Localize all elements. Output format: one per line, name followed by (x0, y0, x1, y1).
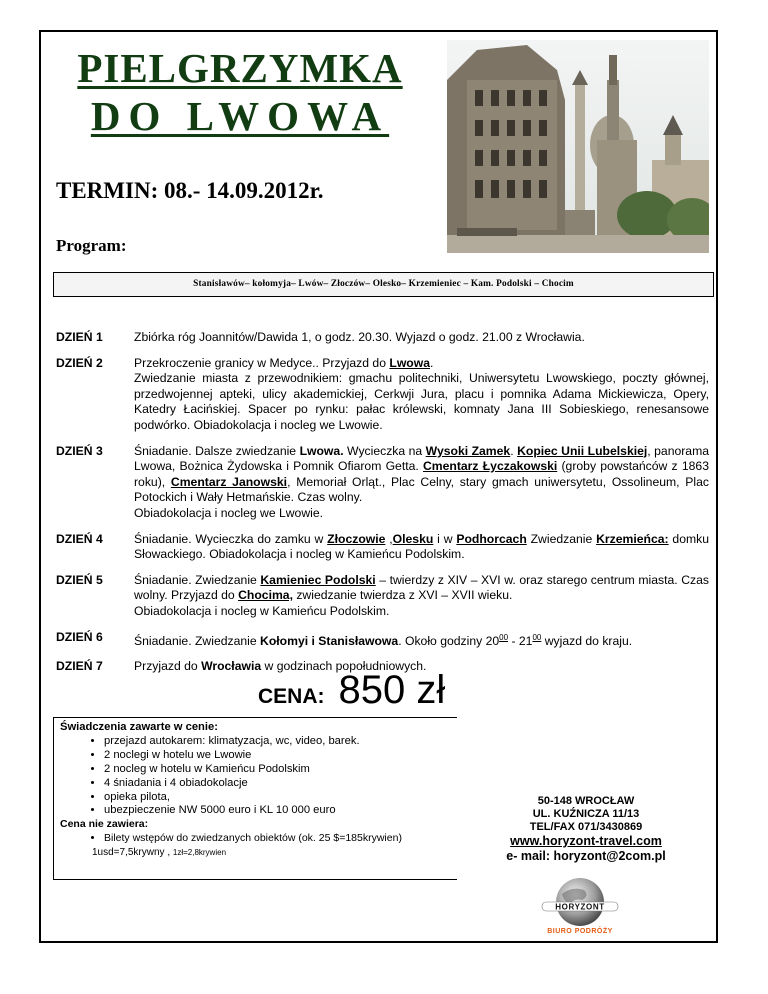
price (258, 668, 445, 713)
included-list (60, 735, 451, 818)
price-label: CENA: (258, 685, 325, 708)
day-text: Śniadanie. Wycieczka do zamku w Złoczowie ,Olesku i w Podhorcach Zwiedzanie Krzemieńca: domku Słowackiego. Obiadokolacja i nocleg w Kamieńcu Podolskim. (134, 531, 710, 562)
day-row (56, 630, 709, 650)
day-label: DZIEŃ 6 (56, 629, 103, 644)
day-label: DZIEŃ 3 (56, 443, 103, 458)
list-item: • przejazd autokarem: klimatyzacja, wc, video, barek. (104, 735, 451, 749)
globe-icon (532, 876, 628, 928)
day-text: Przekroczenie granicy w Medyce.. Przyjazd do Lwowa. Zwiedzanie miasta z przewodnikiem: gmachu politechniki, Uniwersytetu Lwowskiego, poczty głównej, przedwojennej apteki, ulicy akademickiej, Cerkwji Jura, placu i pomnika Adama Mickiewicza, Opery, Katedry Łacińskiej. Spacer po rynku: pałac królewski, komnaty Jana III Sobieskiego, renesansowe podwórko. Obiadokolacja i nocleg we Lwowie. (134, 355, 709, 432)
list-item: • Bilety wstępów do zwiedzanych obiektów (ok. 25 $=185krywien) (104, 832, 451, 846)
day-label: DZIEŃ 2 (56, 355, 103, 370)
day-text: Śniadanie. Zwiedzanie Kołomyi i Stanisławowa. Około godziny $20^{00} - 21^{00}$ wyjazd do kraju. (134, 632, 633, 648)
price-value: 850 zł (338, 668, 446, 712)
day-label: DZIEŃ 1 (56, 330, 103, 344)
website-link[interactable]: www.horyzont-travel.com (510, 834, 662, 848)
day-text: Zbiórka róg Joannitów/Dawida 1, o godz. 20.30. Wyjazd o godz. 21.00 z Wrocławia. (134, 330, 585, 344)
email: e- mail: horyzont@2com.pl (506, 849, 666, 863)
included-services-box (53, 717, 457, 880)
route-banner: Stanisławów– kołomyja– Lwów– Złoczów– Olesko– Krzemieniec – Kam. Podolski – Chocim (53, 272, 714, 297)
day-row (56, 330, 709, 346)
contact-block (477, 795, 695, 864)
title-line-2: DO LWOWA (90, 93, 390, 139)
day-row (56, 532, 709, 563)
exchange-rates: 1usd=7,5krywny , 1zł=2,8krywien (92, 847, 227, 859)
day-row (56, 356, 709, 434)
page-title (60, 44, 420, 140)
itinerary (56, 330, 709, 685)
list-item: • 2 nocleg w hotelu w Kamieńcu Podolskim (104, 763, 451, 777)
lviv-square-photo (447, 40, 709, 253)
horyzont-logo (532, 876, 628, 938)
day-label: DZIEŃ 4 (56, 531, 103, 546)
list-item: • 2 noclegi w hotelu we Lwowie (104, 749, 451, 763)
trip-dates (56, 178, 323, 204)
day-label: DZIEŃ 5 (56, 572, 103, 587)
list-item: • ubezpieczenie NW 5000 euro i KL 10 000 euro (104, 804, 451, 818)
not-included-list (60, 832, 451, 846)
not-included-heading: Cena nie zawiera: (60, 818, 149, 831)
day-label: DZIEŃ 7 (56, 659, 103, 674)
list-item: • 4 śniadania i 4 obiadokolacje (104, 777, 451, 791)
logo-name: HORYZONT (555, 902, 605, 912)
list-item: • opieka pilota, (104, 791, 451, 805)
day-row (56, 573, 709, 620)
program-label: Program: (56, 236, 127, 255)
termin-label: TERMIN (56, 178, 151, 203)
day-text: Śniadanie. Dalsze zwiedzanie Lwowa. Wycieczka na Wysoki Zamek. Kopiec Unii Lubelskiej, panorama Lwowa, Bożnica Żydowska i Pomnik Ofiarom Getta. Cmentarz Łyczakowski (groby powstańców z 1863 roku), Cmentarz Janowski, Memoriał Orląt., Plac Celny, stary gmach uniwersytetu, Ossolineum, Plac Potockich i Wały Hetmańskie. Czas wolny. Obiadokolacja i nocleg we Lwowie. (134, 443, 710, 520)
day-text: Przyjazd do Wrocławia w godzinach popołudniowych. (134, 659, 427, 674)
termin-value: : 08.- 14.09.2012r. (150, 178, 324, 203)
title-line-1: PIELGRZYMKA (77, 45, 403, 91)
logo-subtitle: BIURO PODRÓŻY (547, 928, 613, 935)
address-line: UL. KUŹNICZA 11/13 (532, 808, 640, 820)
day-row (56, 444, 709, 522)
phone: TEL/FAX 071/3430869 (529, 821, 643, 833)
day-text: Śniadanie. Zwiedzanie Kamieniec Podolski – twierdzy z XIV – XVI w. oraz starego centrum miasta. Czas wolny. Przyjazd do Chocima, zwiedzanie twierdza z XVI – XVII wieku. Obiadokolacja i nocleg w Kamieńcu Podolskim. (134, 572, 709, 618)
address-line: 50-148 WROCŁAW (537, 795, 635, 807)
included-heading: Świadczenia zawarte w cenie: (60, 721, 218, 733)
